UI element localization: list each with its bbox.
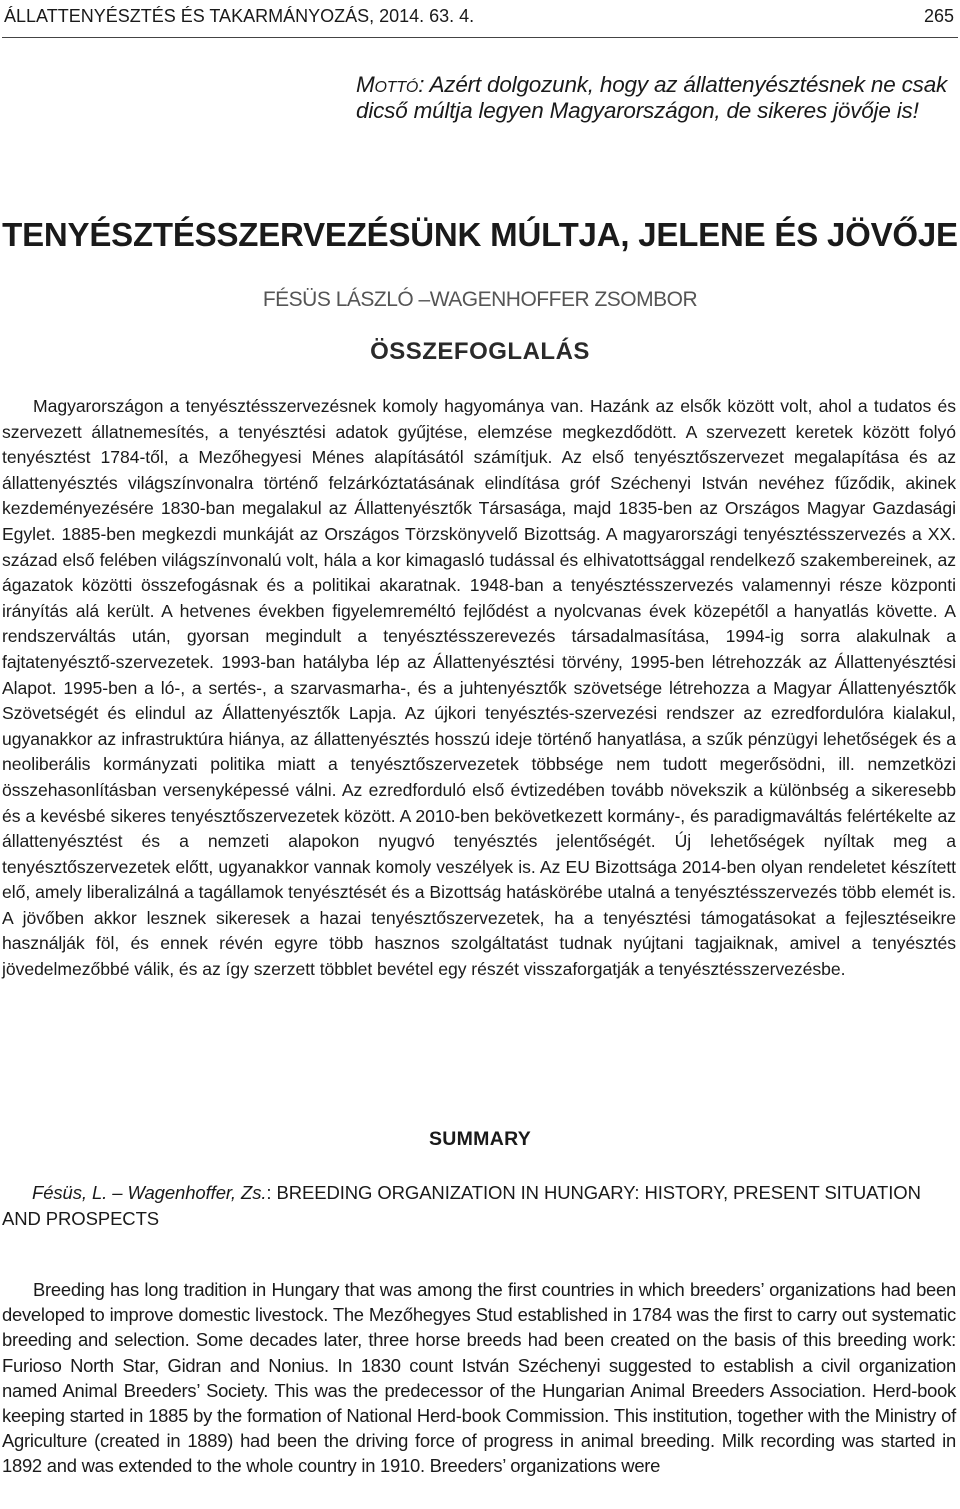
article-title: TENYÉSZTÉSSZERVEZÉSÜNK MÚLTJA, JELENE ÉS JÖVŐJE (2, 216, 958, 253)
abstract-heading: ÖSSZEFOGLALÁS (370, 338, 590, 365)
motto-label: Mottó (356, 72, 419, 97)
abstract-paragraph: Magyarországon a tenyésztésszervezésnek komoly hagyománya van. Hazánk az elsők között volt, ahol a tudatos és szervezett állatnemesítés, a tenyésztési adatok gyűjtése, elemzése megkezdődött. A szervezett keretek között folyó tenyésztést 1784-től, a Mezőhegyesi Ménes alapításától számítjuk. Az első tenyésztőszervezet megalapítása és az állattenyésztés világszínvonalra történő felzárkóztatásának elindítása gróf Széchenyi István nevéhez fűződik, akinek kezdeményezésére 1830-ban megalakul az Állattenyésztők Társasága, majd 1835-ben az Országos Magyar Gazdasági Egylet. 1885-ben megkezdi munkáját az Országos Törzskönyvelő Bizottság. A magyarországi tenyésztésszervezés a XX. század első felében világszínvonalú volt, hála a kor kimagasló tudással és elhivatottsággal rendelkező szakembereinek, az ágazatok közötti összefogásnak és a politikai akaratnak. 1948-ban a tenyésztésszervezés valamennyi része központi irányítás alá került. A hetvenes években figyelemreméltó fejlődést a nyolcvanas évek közepétől a hanyatlás követte. A rendszerváltás után, gyorsan megindult a tenyésztésszerevezés társadalmasítása, 1994-ig sorra alakulnak a fajtatenyésztő-szervezetek. 1993-ban hatályba lép az Állattenyésztési törvény, 1995-ben létrehozzák az Állattenyésztési Alapot. 1995-ben a ló-, a sertés-, a szarvasmarha-, és a juhtenyésztők szövetsége létrehozza a Magyar Állattenyésztők Szövetségét és elindul az Állattenyésztők Lapja. Az újkori tenyésztés-szervezési rendszer az ezredfordulóra kialakul, ugyanakkor az infrastruktúra hiánya, az állattenyésztés hosszú ideje történő hanyatlása, a szűk pénzügyi lehetőségek és a neoliberális kormányzati politika miatt a tenyésztőszervezetek többsége nem tudott megerősödni, ill. nemzetközi összehasonlításban versenyképessé válni. Az ezredforduló első évtizedében tovább növekszik a különbség a sikeresebb és a kevésbé sikeres tenyésztőszervezetek között. A 2010-ben bekövetkezett kormány-, és paradigmaváltás felértékelte az állattenyésztést és a nemzeti alapokon nyugvó tenyésztés jelentőségét. Új lehetőségek nyíltak meg a tenyésztőszervezetek előtt, ugyanakkor vannak komoly veszélyek is. Az EU Bizottsága 2014-ben olyan rendeletet készített elő, amely liberalizálná a tagállamok tenyésztését és a Bizottság hatáskörébe utalná a tenyésztésszervezés több elemét is. A jövőben akkor lesznek sikeresek a hazai tenyésztőszervezetek, ha a tenyésztési támogatásokat a fejlesztéseikre használják föl, és ennek révén egyre több hasznos szolgáltatást tudnak nyújtani tagjaiknak, amivel a tenyésztés jövedelmezőbbé válik, és az így szerzett többlet bevétel egy részét visszaforgatják a tenyésztésszervezésbe. (2, 396, 956, 980)
summary-heading: SUMMARY (428, 1128, 532, 1150)
motto-text: Azért dolgozunk, hogy az állattenyésztésnek ne csak dicső múltja legyen Magyarországon, de sikeres jövője is! (356, 72, 948, 123)
running-header (4, 6, 956, 30)
summary-citation (2, 1180, 956, 1232)
summary-body (2, 1277, 956, 1479)
journal-reference: ÁLLATTENYÉSZTÉS ÉS TAKARMÁNYOZÁS, 2014. 63. 4. (4, 6, 475, 26)
motto (356, 72, 956, 124)
article-authors: FÉSÜS LÁSZLÓ –WAGENHOFFER ZSOMBOR (262, 288, 698, 311)
motto-separator: : (418, 72, 425, 97)
summary-paragraph: Breeding has long tradition in Hungary that was among the first countries in which breeders’ organizations had been developed to improve domestic livestock. The Mezőhegyes Stud established in 1784 was the first to carry out systematic breeding and selection. Some decades later, three horse breeds had been created on the basis of this breeding work: Furioso North Star, Gidran and Nonius. In 1830 count István Széchenyi suggested to establish a civil organization named Animal Breeders’ Society. This was the predecessor of the Hungarian Animal Breeders Association. Herd-book keeping started in 1885 by the formation of National Herd-book Commission. This institution, together with the Ministry of Agriculture (created in 1889) had been the driving force of progress in animal breeding. Milk recording was started in 1892 and was extended to the whole country in 1910. Breeders’ organizations were (2, 1279, 956, 1477)
citation-title: : BREEDING ORGANIZATION IN HUNGARY: HISTORY, PRESENT SITUATION AND PROSPECTS (2, 1182, 921, 1229)
header-rule (2, 37, 958, 38)
page-number: 265 (923, 6, 954, 26)
citation-authors: Fésüs, L. – Wagenhoffer, Zs. (32, 1182, 267, 1203)
abstract-body (2, 394, 956, 983)
